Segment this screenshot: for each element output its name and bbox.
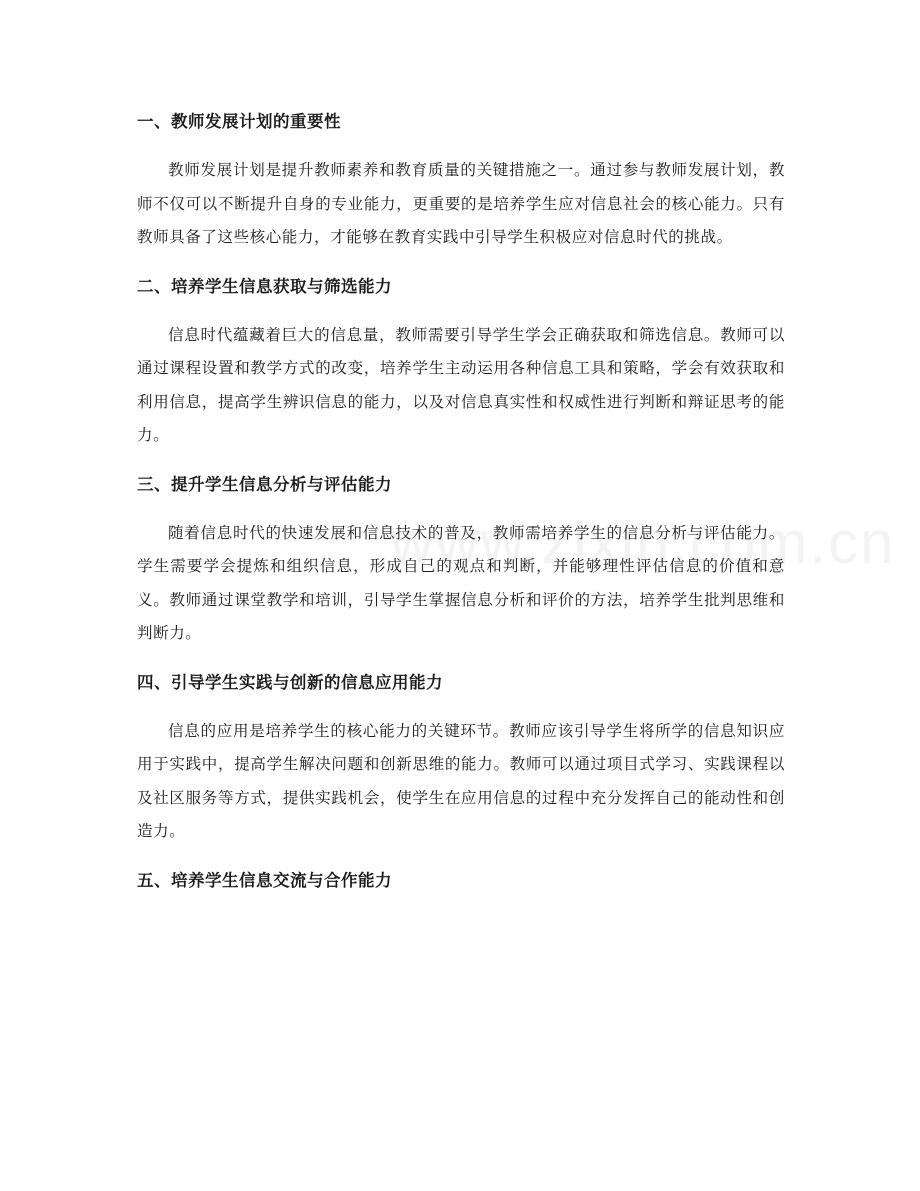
section-heading-4: 四、引导学生实践与创新的信息应用能力 [137, 672, 443, 692]
section-heading-1: 一、教师发展计划的重要性 [137, 112, 341, 131]
section-paragraph-3: 随着信息时代的快速发展和信息技术的普及，教师需培养学生的信息分析与评估能力。学生需要学会提炼和组织信息，形成自己的观点和判断，并能够理性评估信息的价值和意义。教师通过课堂教学和培训，引导学生掌握信息分析和评价的方法，培养学生批判思维和判断力。 [137, 523, 785, 642]
section-paragraph-2: 信息时代蕴藏着巨大的信息量，教师需要引导学生学会正确获取和筛选信息。教师可以通过课程设置和教学方式的改变，培养学生主动运用各种信息工具和策略，学会有效获取和利用信息，提高学生辨识信息的能力，以及对信息真实性和权威性进行判断和辩证思考的能力。 [137, 325, 785, 444]
section-paragraph-1: 教师发展计划是提升教师素养和教育质量的关键措施之一。通过参与教师发展计划，教师不仅可以不断提升自身的专业能力，更重要的是培养学生应对信息社会的核心能力。只有教师具备了这些核心能力，才能够在教育实践中引导学生积极应对信息时代的挑战。 [137, 161, 785, 246]
section-paragraph-4: 信息的应用是培养学生的核心能力的关键环节。教师应该引导学生将所学的信息知识应用于实践中，提高学生解决问题和创新思维的能力。教师可以通过项目式学习、实践课程以及社区服务等方式，提供实践机会，使学生在应用信息的过程中充分发挥自己的能动性和创造力。 [137, 721, 785, 840]
section-heading-3: 三、提升学生信息分析与评估能力 [137, 474, 392, 494]
document-body [137, 106, 785, 897]
section-heading-2: 二、培养学生信息获取与筛选能力 [137, 276, 392, 296]
section-heading-5: 五、培养学生信息交流与合作能力 [137, 870, 392, 890]
